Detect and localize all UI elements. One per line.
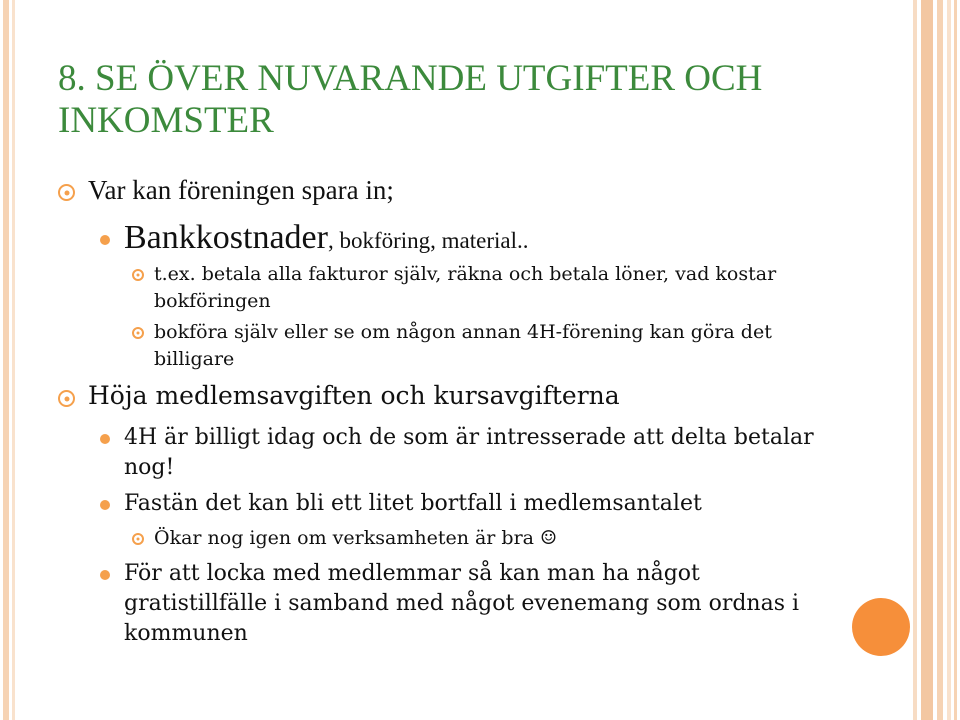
bullet-dot-icon [100,500,110,510]
bullet-okar-igen: Ökar nog igen om verksamheten är bra ☺ [154,527,558,549]
bullet-bokfora: bokföra själv eller se om någon annan 4H-förening kan göra det billigare [154,321,772,370]
left-stripe-2 [12,0,15,720]
bullet-ring-icon [58,390,75,407]
bullet-spara-in: Var kan föreningen spara in; [88,175,394,205]
bullet-4h-billigt: 4H är billigt idag och de som är intresserade att delta betalar nog! [124,425,814,480]
bankkostnader-text: Bankkostnader [124,219,328,256]
bullet-locka-medlemmar: För att locka med medlemmar så kan man ha något gratistillfälle i samband med något evenemang som ordnas i kommunen [124,561,800,646]
bullet-bankkostnader [124,218,864,261]
bullet-ring-small-icon [132,269,144,281]
slide-title: 8. SE ÖVER NUVARANDE UTGIFTER OCH INKOMSTER [58,58,763,141]
bullet-ring-small-icon [132,533,144,545]
bankkostnader-rest-text: , bokföring, material.. [327,228,529,253]
right-stripe-1 [913,0,917,720]
bullet-hoja-avgifter: Höja medlemsavgiften och kursavgifterna [88,381,620,410]
right-stripe-3 [937,0,943,720]
bullet-ring-small-icon [132,327,144,339]
bullet-dot-icon [100,434,110,444]
right-stripe-4 [947,0,951,720]
decorative-circle [852,598,910,656]
bullet-t-ex: t.ex. betala alla fakturor själv, räkna och betala löner, vad kostar bokföringen [154,263,777,312]
bullet-ring-icon [58,184,75,201]
right-stripe-5 [954,0,957,720]
bullet-bortfall: Fastän det kan bli ett litet bortfall i medlemsantalet [124,491,702,516]
bullet-dot-icon [100,235,110,245]
left-stripe-1 [3,0,9,720]
bullet-dot-icon [100,570,110,580]
right-stripe-2 [921,0,933,720]
